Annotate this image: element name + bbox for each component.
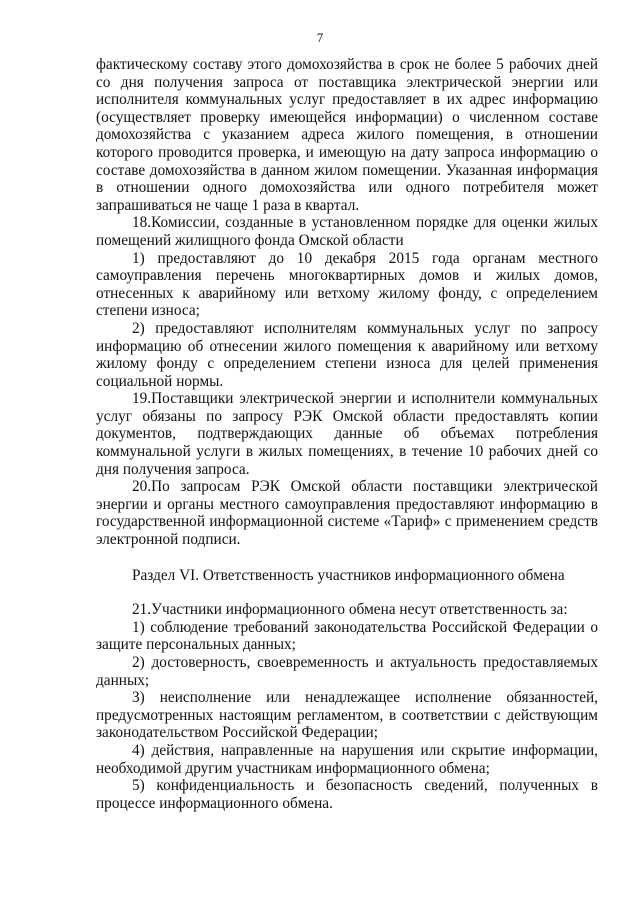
section-heading: Раздел VI. Ответственность участников информационного обмена (132, 566, 565, 584)
paragraph-21-item-2: 2) достоверность, своевременность и актуальность предоставляемых данных; (96, 654, 598, 689)
paragraph-18-item-1: 1) предоставляют до 10 декабря 2015 года органам местного самоуправления перечень многоквартирных домов и жилых домов, отнесенных к аварийному или ветхому жилому фонду, с определением степени износа; (96, 249, 598, 320)
paragraph-21-item-3: 3) неисполнение или ненадлежащее исполнение обязанностей, предусмотренных настоящим регламентом, в соответствии с действующим законодательством Российской Федерации; (96, 689, 598, 742)
paragraph-21-item-4: 4) действия, направленные на нарушения или скрытие информации, необходимой другим участникам информационного обмена; (96, 741, 598, 777)
document-body (96, 56, 598, 812)
paragraph-19: 19.Поставщики электрической энергии и исполнители коммунальных услуг обязаны по запросу РЭК Омской области предоставлять копии документов, подтверждающих данные об объемах потребления коммунальной услуги в жилых помещениях, в течение 10 рабочих дней со дня получения запроса. (96, 390, 598, 478)
paragraph-21: 21.Участники информационного обмена несут ответственность за: (132, 601, 568, 619)
paragraph-18-item-2: 2) предоставляют исполнителям коммунальных услуг по запросу информацию об отнесении жилого помещения к аварийному или ветхому жилому фонду с определением степени износа для целей применения социальной нормы. (96, 319, 598, 390)
paragraph-18: 18.Комиссии, созданные в установленном порядке для оценки жилых помещений жилищного фонда Омской области (96, 214, 598, 249)
paragraph-21-item-5: 5) конфиденциальность и безопасность сведений, полученных в процессе информационного обмена. (96, 777, 598, 812)
paragraph-21-item-1: 1) соблюдение требований законодательства Российской Федерации о защите персональных данных; (96, 618, 598, 654)
page-number: 7 (316, 30, 324, 45)
paragraph-20: 20.По запросам РЭК Омской области поставщики электрической энергии и органы местного самоуправления предоставляют информацию в государственной информационной системе «Тариф» с применением средств электронной подписи. (96, 478, 598, 549)
paragraph-continuation: фактическому составу этого домохозяйства в срок не более 5 рабочих дней со дня получения запроса от поставщика электрической энергии или исполнителя коммунальных услуг предоставляет в их адрес информацию (осуществляет проверку имеющейся информации) о численном составе домохозяйства с указанием адреса жилого помещения, в отношении которого проводится проверка, и имеющую на дату запроса информацию о составе домохозяйства в данном жилом помещении. Указанная информация в отношении одного домохозяйства или одного потребителя может запрашиваться не чаще 1 раза в квартал. (96, 56, 598, 214)
